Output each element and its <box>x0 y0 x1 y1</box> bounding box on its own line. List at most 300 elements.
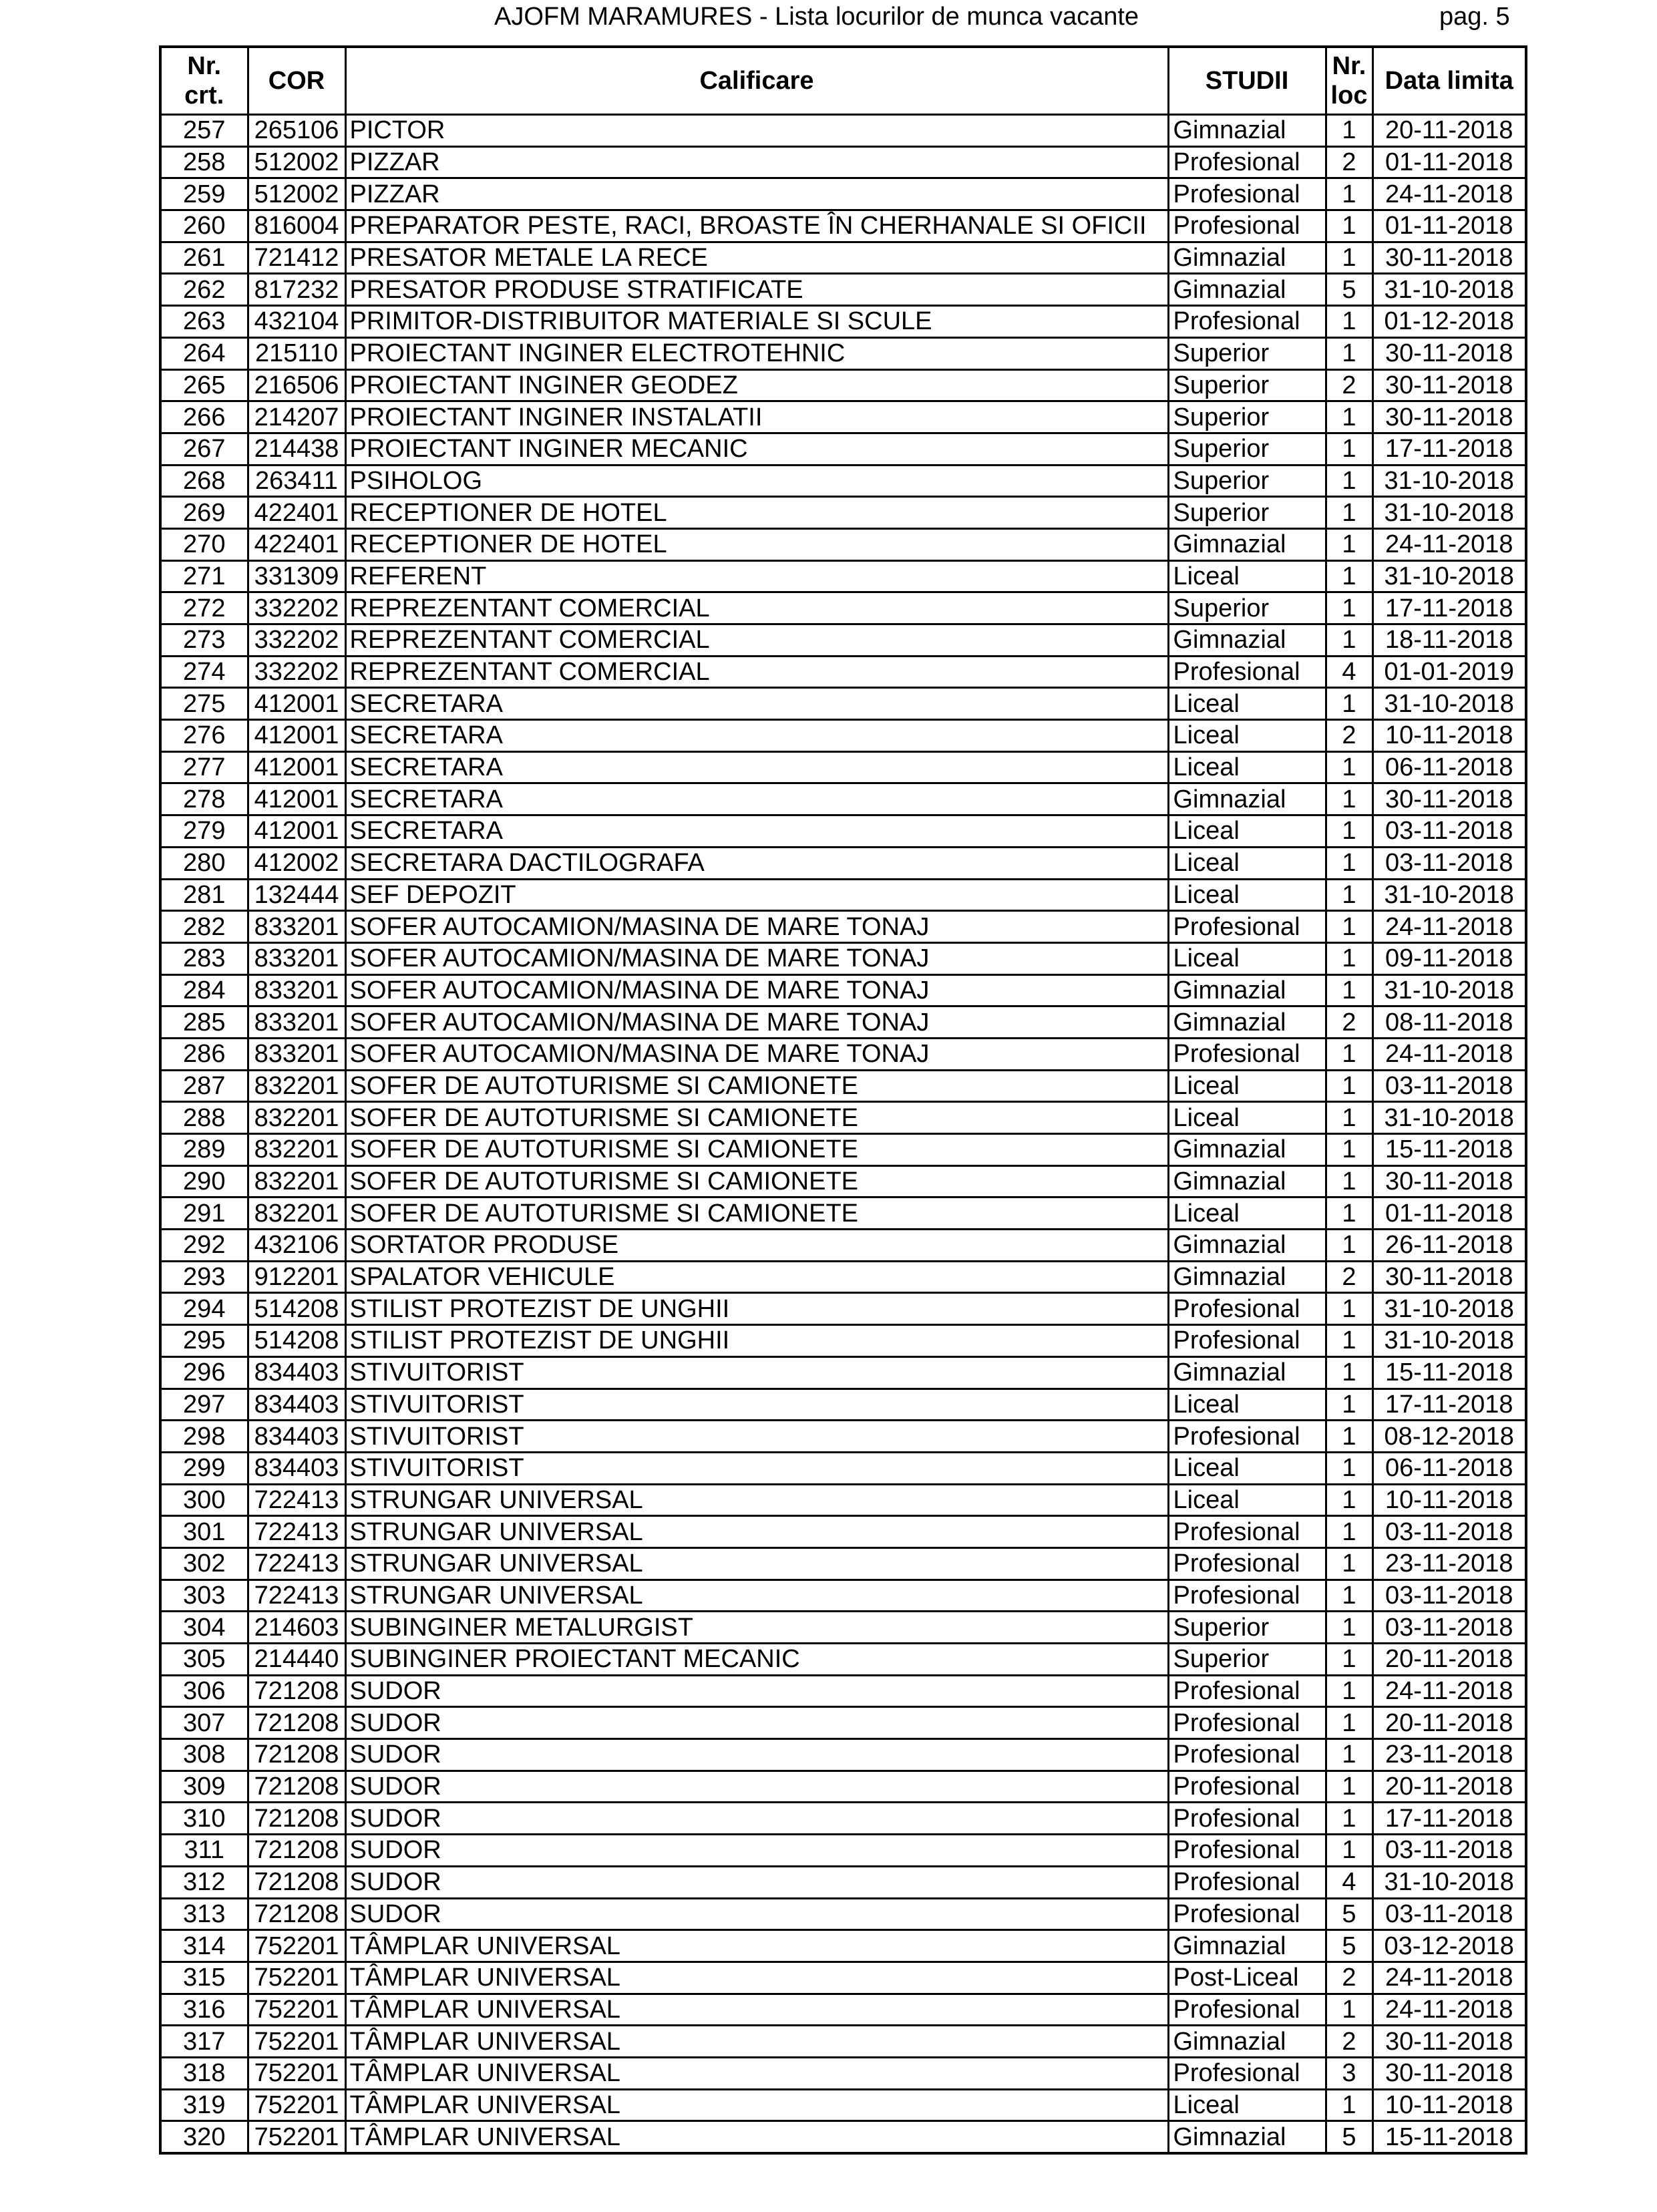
cell-nr-crt: 293 <box>160 1261 248 1293</box>
cell-nr-loc: 1 <box>1326 879 1372 911</box>
table-row <box>160 1771 1526 1803</box>
cell-nr-loc: 5 <box>1326 2121 1372 2153</box>
cell-studii: Gimnazial <box>1168 783 1326 815</box>
cell-data-limita: 03-11-2018 <box>1372 1898 1526 1930</box>
cell-data-limita: 23-11-2018 <box>1372 1739 1526 1771</box>
cell-cor: 752201 <box>248 2057 345 2089</box>
document-title: AJOFM MARAMURES - Lista locurilor de munca vacante <box>494 3 1139 31</box>
cell-data-limita: 24-11-2018 <box>1372 528 1526 560</box>
cell-nr-loc: 1 <box>1326 1356 1372 1389</box>
cell-cor: 834403 <box>248 1421 345 1453</box>
cell-nr-crt: 308 <box>160 1739 248 1771</box>
cell-studii: Profesional <box>1168 1547 1326 1580</box>
table-row <box>160 1230 1526 1262</box>
cell-studii: Profesional <box>1168 911 1326 943</box>
cell-cor: 432104 <box>248 306 345 338</box>
cell-nr-crt: 297 <box>160 1389 248 1421</box>
cell-cor: 332202 <box>248 624 345 657</box>
cell-data-limita: 30-11-2018 <box>1372 1261 1526 1293</box>
cell-calificare: SECRETARA <box>345 751 1168 783</box>
cell-nr-crt: 320 <box>160 2121 248 2153</box>
table-row <box>160 1675 1526 1707</box>
cell-nr-loc: 1 <box>1326 1516 1372 1548</box>
cell-nr-loc: 1 <box>1326 974 1372 1006</box>
cell-nr-loc: 1 <box>1326 210 1372 242</box>
cell-calificare: PREPARATOR PESTE, RACI, BROASTE ÎN CHERHANALE SI OFICII <box>345 210 1168 242</box>
table-row <box>160 656 1526 688</box>
cell-cor: 832201 <box>248 1134 345 1166</box>
cell-cor: 132444 <box>248 879 345 911</box>
cell-cor: 721412 <box>248 242 345 274</box>
cell-nr-crt: 295 <box>160 1325 248 1357</box>
cell-nr-crt: 310 <box>160 1803 248 1835</box>
cell-nr-loc: 1 <box>1326 1102 1372 1134</box>
cell-calificare: REPREZENTANT COMERCIAL <box>345 624 1168 657</box>
cell-studii: Profesional <box>1168 306 1326 338</box>
table-row <box>160 1866 1526 1898</box>
cell-studii: Superior <box>1168 465 1326 497</box>
cell-calificare: STIVUITORIST <box>345 1356 1168 1389</box>
cell-nr-crt: 313 <box>160 1898 248 1930</box>
cell-nr-crt: 287 <box>160 1070 248 1102</box>
cell-nr-loc: 1 <box>1326 401 1372 433</box>
cell-nr-crt: 278 <box>160 783 248 815</box>
cell-nr-crt: 265 <box>160 369 248 401</box>
table-row <box>160 751 1526 783</box>
cell-data-limita: 30-11-2018 <box>1372 1165 1526 1197</box>
cell-calificare: STRUNGAR UNIVERSAL <box>345 1580 1168 1612</box>
cell-nr-loc: 1 <box>1326 783 1372 815</box>
cell-calificare: PROIECTANT INGINER ELECTROTEHNIC <box>345 337 1168 369</box>
cell-studii: Superior <box>1168 369 1326 401</box>
cell-studii: Gimnazial <box>1168 242 1326 274</box>
cell-nr-loc: 1 <box>1326 688 1372 720</box>
table-row <box>160 1644 1526 1676</box>
cell-calificare: SUDOR <box>345 1707 1168 1739</box>
cell-data-limita: 30-11-2018 <box>1372 2026 1526 2058</box>
cell-nr-crt: 282 <box>160 911 248 943</box>
cell-nr-loc: 1 <box>1326 2089 1372 2121</box>
cell-cor: 834403 <box>248 1356 345 1389</box>
cell-nr-crt: 284 <box>160 974 248 1006</box>
cell-cor: 214438 <box>248 433 345 465</box>
cell-cor: 833201 <box>248 942 345 974</box>
cell-nr-loc: 1 <box>1326 528 1372 560</box>
cell-cor: 412001 <box>248 751 345 783</box>
table-row <box>160 560 1526 592</box>
cell-cor: 722413 <box>248 1580 345 1612</box>
cell-nr-crt: 307 <box>160 1707 248 1739</box>
cell-calificare: SUDOR <box>345 1771 1168 1803</box>
table-row <box>160 2026 1526 2058</box>
cell-cor: 432106 <box>248 1230 345 1262</box>
cell-calificare: SUBINGINER PROIECTANT MECANIC <box>345 1644 1168 1676</box>
cell-nr-crt: 292 <box>160 1230 248 1262</box>
cell-cor: 752201 <box>248 1962 345 1994</box>
cell-cor: 833201 <box>248 1038 345 1070</box>
cell-cor: 722413 <box>248 1484 345 1516</box>
cell-studii: Liceal <box>1168 847 1326 879</box>
cell-calificare: SUBINGINER METALURGIST <box>345 1612 1168 1644</box>
cell-nr-crt: 303 <box>160 1580 248 1612</box>
cell-cor: 833201 <box>248 974 345 1006</box>
cell-calificare: RECEPTIONER DE HOTEL <box>345 528 1168 560</box>
cell-cor: 332202 <box>248 592 345 624</box>
cell-nr-loc: 1 <box>1326 1165 1372 1197</box>
cell-cor: 752201 <box>248 2026 345 2058</box>
cell-studii: Liceal <box>1168 1484 1326 1516</box>
table-row <box>160 974 1526 1006</box>
cell-data-limita: 24-11-2018 <box>1372 1675 1526 1707</box>
cell-nr-loc: 5 <box>1326 1898 1372 1930</box>
table-row <box>160 242 1526 274</box>
cell-cor: 721208 <box>248 1835 345 1867</box>
cell-calificare: SOFER AUTOCAMION/MASINA DE MARE TONAJ <box>345 1006 1168 1039</box>
cell-calificare: PSIHOLOG <box>345 465 1168 497</box>
cell-data-limita: 31-10-2018 <box>1372 974 1526 1006</box>
cell-nr-loc: 1 <box>1326 337 1372 369</box>
cell-data-limita: 15-11-2018 <box>1372 2121 1526 2153</box>
cell-nr-crt: 289 <box>160 1134 248 1166</box>
cell-studii: Profesional <box>1168 1866 1326 1898</box>
cell-nr-loc: 1 <box>1326 115 1372 147</box>
table-row <box>160 497 1526 529</box>
cell-studii: Liceal <box>1168 1070 1326 1102</box>
cell-studii: Gimnazial <box>1168 274 1326 306</box>
cell-data-limita: 30-11-2018 <box>1372 369 1526 401</box>
cell-calificare: SUDOR <box>345 1866 1168 1898</box>
vacancies-table <box>159 45 1527 2155</box>
cell-cor: 834403 <box>248 1389 345 1421</box>
cell-nr-crt: 262 <box>160 274 248 306</box>
cell-data-limita: 30-11-2018 <box>1372 242 1526 274</box>
cell-studii: Liceal <box>1168 720 1326 752</box>
cell-nr-crt: 264 <box>160 337 248 369</box>
cell-calificare: SEF DEPOZIT <box>345 879 1168 911</box>
cell-calificare: SUDOR <box>345 1803 1168 1835</box>
cell-calificare: PROIECTANT INGINER INSTALATII <box>345 401 1168 433</box>
cell-nr-loc: 1 <box>1326 1994 1372 2026</box>
cell-calificare: SOFER DE AUTOTURISME SI CAMIONETE <box>345 1165 1168 1197</box>
cell-data-limita: 26-11-2018 <box>1372 1230 1526 1262</box>
cell-studii: Gimnazial <box>1168 1006 1326 1039</box>
cell-nr-crt: 319 <box>160 2089 248 2121</box>
cell-nr-loc: 5 <box>1326 274 1372 306</box>
cell-cor: 214440 <box>248 1644 345 1676</box>
cell-nr-loc: 1 <box>1326 624 1372 657</box>
table-row <box>160 1197 1526 1230</box>
cell-data-limita: 31-10-2018 <box>1372 1325 1526 1357</box>
cell-studii: Profesional <box>1168 1421 1326 1453</box>
table-row <box>160 1134 1526 1166</box>
cell-nr-loc: 2 <box>1326 1962 1372 1994</box>
cell-nr-loc: 1 <box>1326 592 1372 624</box>
cell-nr-crt: 269 <box>160 497 248 529</box>
table-row <box>160 592 1526 624</box>
cell-data-limita: 03-11-2018 <box>1372 1070 1526 1102</box>
cell-cor: 833201 <box>248 1006 345 1039</box>
cell-nr-crt: 281 <box>160 879 248 911</box>
cell-nr-crt: 288 <box>160 1102 248 1134</box>
cell-cor: 834403 <box>248 1452 345 1484</box>
cell-cor: 912201 <box>248 1261 345 1293</box>
cell-data-limita: 23-11-2018 <box>1372 1547 1526 1580</box>
cell-cor: 832201 <box>248 1102 345 1134</box>
table-header-row <box>160 47 1526 115</box>
cell-calificare: PROIECTANT INGINER GEODEZ <box>345 369 1168 401</box>
cell-nr-crt: 296 <box>160 1356 248 1389</box>
cell-nr-loc: 2 <box>1326 1261 1372 1293</box>
cell-cor: 214207 <box>248 401 345 433</box>
table-row <box>160 624 1526 657</box>
cell-nr-loc: 1 <box>1326 1197 1372 1230</box>
cell-nr-crt: 309 <box>160 1771 248 1803</box>
cell-studii: Superior <box>1168 1612 1326 1644</box>
cell-studii: Gimnazial <box>1168 1165 1326 1197</box>
column-header-cor: COR <box>248 47 345 115</box>
cell-nr-crt: 272 <box>160 592 248 624</box>
table-row <box>160 465 1526 497</box>
cell-nr-crt: 258 <box>160 146 248 178</box>
cell-studii: Liceal <box>1168 942 1326 974</box>
cell-studii: Profesional <box>1168 1739 1326 1771</box>
cell-nr-crt: 305 <box>160 1644 248 1676</box>
table-row <box>160 1803 1526 1835</box>
cell-cor: 514208 <box>248 1293 345 1325</box>
cell-calificare: SORTATOR PRODUSE <box>345 1230 1168 1262</box>
cell-studii: Gimnazial <box>1168 528 1326 560</box>
cell-nr-crt: 285 <box>160 1006 248 1039</box>
cell-calificare: REPREZENTANT COMERCIAL <box>345 592 1168 624</box>
cell-nr-crt: 299 <box>160 1452 248 1484</box>
table-row <box>160 911 1526 943</box>
cell-nr-crt: 273 <box>160 624 248 657</box>
cell-studii: Gimnazial <box>1168 974 1326 1006</box>
cell-data-limita: 31-10-2018 <box>1372 274 1526 306</box>
cell-cor: 215110 <box>248 337 345 369</box>
cell-nr-crt: 286 <box>160 1038 248 1070</box>
cell-nr-loc: 1 <box>1326 751 1372 783</box>
cell-calificare: SECRETARA <box>345 783 1168 815</box>
cell-nr-loc: 1 <box>1326 1612 1372 1644</box>
column-header-studii: STUDII <box>1168 47 1326 115</box>
cell-cor: 514208 <box>248 1325 345 1357</box>
cell-studii: Profesional <box>1168 1898 1326 1930</box>
cell-nr-loc: 1 <box>1326 847 1372 879</box>
cell-cor: 721208 <box>248 1707 345 1739</box>
table-row <box>160 720 1526 752</box>
cell-calificare: SOFER DE AUTOTURISME SI CAMIONETE <box>345 1102 1168 1134</box>
cell-calificare: RECEPTIONER DE HOTEL <box>345 497 1168 529</box>
cell-data-limita: 20-11-2018 <box>1372 1771 1526 1803</box>
cell-nr-crt: 267 <box>160 433 248 465</box>
table-body <box>160 115 1526 2154</box>
cell-studii: Profesional <box>1168 1707 1326 1739</box>
cell-cor: 817232 <box>248 274 345 306</box>
cell-nr-crt: 301 <box>160 1516 248 1548</box>
cell-nr-loc: 1 <box>1326 1803 1372 1835</box>
table-row <box>160 1739 1526 1771</box>
cell-data-limita: 08-11-2018 <box>1372 1006 1526 1039</box>
cell-cor: 752201 <box>248 1930 345 1962</box>
cell-calificare: SUDOR <box>345 1835 1168 1867</box>
cell-calificare: SOFER AUTOCAMION/MASINA DE MARE TONAJ <box>345 1038 1168 1070</box>
cell-studii: Profesional <box>1168 1038 1326 1070</box>
cell-data-limita: 15-11-2018 <box>1372 1356 1526 1389</box>
column-header-data-limita: Data limita <box>1372 47 1526 115</box>
table-row <box>160 879 1526 911</box>
cell-data-limita: 18-11-2018 <box>1372 624 1526 657</box>
cell-calificare: STIVUITORIST <box>345 1421 1168 1453</box>
cell-nr-loc: 2 <box>1326 369 1372 401</box>
table-row <box>160 688 1526 720</box>
cell-studii: Gimnazial <box>1168 1134 1326 1166</box>
cell-studii: Profesional <box>1168 1771 1326 1803</box>
cell-data-limita: 31-10-2018 <box>1372 879 1526 911</box>
cell-data-limita: 31-10-2018 <box>1372 497 1526 529</box>
cell-nr-crt: 306 <box>160 1675 248 1707</box>
cell-nr-loc: 1 <box>1326 911 1372 943</box>
cell-calificare: SOFER DE AUTOTURISME SI CAMIONETE <box>345 1070 1168 1102</box>
cell-data-limita: 17-11-2018 <box>1372 433 1526 465</box>
cell-nr-crt: 280 <box>160 847 248 879</box>
cell-calificare: SUDOR <box>345 1739 1168 1771</box>
cell-nr-loc: 1 <box>1326 242 1372 274</box>
table-row <box>160 433 1526 465</box>
cell-calificare: TÂMPLAR UNIVERSAL <box>345 1994 1168 2026</box>
cell-studii: Liceal <box>1168 688 1326 720</box>
cell-studii: Gimnazial <box>1168 2121 1326 2153</box>
cell-data-limita: 01-12-2018 <box>1372 306 1526 338</box>
cell-nr-crt: 302 <box>160 1547 248 1580</box>
cell-calificare: PROIECTANT INGINER MECANIC <box>345 433 1168 465</box>
table-row <box>160 306 1526 338</box>
cell-data-limita: 31-10-2018 <box>1372 465 1526 497</box>
table-row <box>160 1516 1526 1548</box>
table-row <box>160 1261 1526 1293</box>
cell-cor: 832201 <box>248 1197 345 1230</box>
cell-data-limita: 31-10-2018 <box>1372 1293 1526 1325</box>
cell-calificare: STIVUITORIST <box>345 1452 1168 1484</box>
cell-cor: 722413 <box>248 1547 345 1580</box>
cell-nr-loc: 1 <box>1326 1070 1372 1102</box>
cell-nr-loc: 4 <box>1326 656 1372 688</box>
cell-nr-crt: 300 <box>160 1484 248 1516</box>
cell-nr-loc: 1 <box>1326 306 1372 338</box>
cell-nr-crt: 276 <box>160 720 248 752</box>
cell-calificare: STILIST PROTEZIST DE UNGHII <box>345 1293 1168 1325</box>
page-number: pag. 5 <box>1439 3 1510 31</box>
cell-nr-crt: 294 <box>160 1293 248 1325</box>
cell-cor: 263411 <box>248 465 345 497</box>
cell-cor: 412001 <box>248 815 345 848</box>
cell-nr-crt: 311 <box>160 1835 248 1867</box>
table-row <box>160 1898 1526 1930</box>
table-row <box>160 1006 1526 1039</box>
cell-nr-loc: 2 <box>1326 1006 1372 1039</box>
cell-data-limita: 03-11-2018 <box>1372 1612 1526 1644</box>
table-row <box>160 1038 1526 1070</box>
cell-calificare: SECRETARA DACTILOGRAFA <box>345 847 1168 879</box>
cell-studii: Superior <box>1168 401 1326 433</box>
cell-data-limita: 06-11-2018 <box>1372 751 1526 783</box>
cell-calificare: SUDOR <box>345 1675 1168 1707</box>
cell-studii: Profesional <box>1168 1835 1326 1867</box>
cell-studii: Liceal <box>1168 751 1326 783</box>
cell-data-limita: 15-11-2018 <box>1372 1134 1526 1166</box>
cell-nr-crt: 259 <box>160 178 248 210</box>
cell-studii: Profesional <box>1168 1580 1326 1612</box>
cell-nr-crt: 318 <box>160 2057 248 2089</box>
cell-nr-crt: 314 <box>160 1930 248 1962</box>
cell-studii: Gimnazial <box>1168 624 1326 657</box>
cell-calificare: TÂMPLAR UNIVERSAL <box>345 2089 1168 2121</box>
table-row <box>160 1452 1526 1484</box>
table-row <box>160 369 1526 401</box>
cell-data-limita: 10-11-2018 <box>1372 2089 1526 2121</box>
cell-data-limita: 08-12-2018 <box>1372 1421 1526 1453</box>
cell-data-limita: 01-01-2019 <box>1372 656 1526 688</box>
cell-nr-crt: 266 <box>160 401 248 433</box>
cell-data-limita: 03-11-2018 <box>1372 1835 1526 1867</box>
cell-calificare: PICTOR <box>345 115 1168 147</box>
cell-calificare: STILIST PROTEZIST DE UNGHII <box>345 1325 1168 1357</box>
cell-cor: 216506 <box>248 369 345 401</box>
cell-cor: 422401 <box>248 528 345 560</box>
cell-cor: 332202 <box>248 656 345 688</box>
table-row <box>160 1102 1526 1134</box>
cell-nr-crt: 263 <box>160 306 248 338</box>
cell-studii: Profesional <box>1168 1803 1326 1835</box>
cell-calificare: SOFER AUTOCAMION/MASINA DE MARE TONAJ <box>345 974 1168 1006</box>
table-row <box>160 1070 1526 1102</box>
cell-calificare: SECRETARA <box>345 720 1168 752</box>
cell-data-limita: 17-11-2018 <box>1372 592 1526 624</box>
column-header-nr-crt: Nr. crt. <box>160 47 248 115</box>
cell-calificare: PRESATOR METALE LA RECE <box>345 242 1168 274</box>
cell-nr-loc: 2 <box>1326 720 1372 752</box>
cell-studii: Liceal <box>1168 1389 1326 1421</box>
table-row <box>160 815 1526 848</box>
cell-nr-loc: 1 <box>1326 1707 1372 1739</box>
cell-data-limita: 10-11-2018 <box>1372 1484 1526 1516</box>
cell-calificare: TÂMPLAR UNIVERSAL <box>345 2026 1168 2058</box>
cell-data-limita: 24-11-2018 <box>1372 1994 1526 2026</box>
cell-data-limita: 20-11-2018 <box>1372 1707 1526 1739</box>
cell-nr-loc: 4 <box>1326 1866 1372 1898</box>
cell-cor: 512002 <box>248 178 345 210</box>
cell-studii: Profesional <box>1168 146 1326 178</box>
cell-nr-loc: 2 <box>1326 146 1372 178</box>
table-row <box>160 1707 1526 1739</box>
cell-calificare: TÂMPLAR UNIVERSAL <box>345 2121 1168 2153</box>
cell-nr-crt: 271 <box>160 560 248 592</box>
cell-nr-crt: 283 <box>160 942 248 974</box>
cell-cor: 412001 <box>248 720 345 752</box>
cell-cor: 422401 <box>248 497 345 529</box>
cell-data-limita: 03-11-2018 <box>1372 1516 1526 1548</box>
cell-studii: Superior <box>1168 497 1326 529</box>
cell-calificare: TÂMPLAR UNIVERSAL <box>345 2057 1168 2089</box>
cell-data-limita: 01-11-2018 <box>1372 210 1526 242</box>
cell-nr-crt: 270 <box>160 528 248 560</box>
cell-calificare: REFERENT <box>345 560 1168 592</box>
cell-nr-loc: 1 <box>1326 1325 1372 1357</box>
cell-studii: Gimnazial <box>1168 1230 1326 1262</box>
cell-studii: Liceal <box>1168 1452 1326 1484</box>
cell-nr-loc: 1 <box>1326 1547 1372 1580</box>
table-row <box>160 1389 1526 1421</box>
